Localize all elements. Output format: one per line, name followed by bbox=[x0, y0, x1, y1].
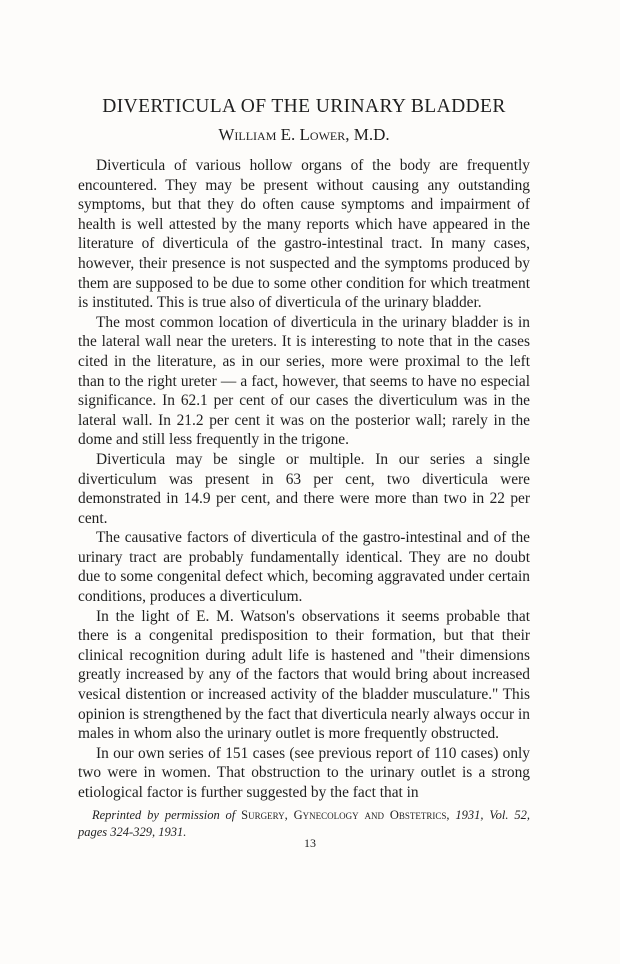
paragraph: Diverticula of various hollow organs of the body are frequently encountered. They may be present without causing any outstanding symptoms, but that they do often cause symptoms and impairment of health is well attested by the many reports which have appeared in the literature of diverticula of the gastro-intestinal tract. In many cases, however, their presence is not suspected and the symptoms produced by them are supposed to be due to some other condition for which treatment is instituted. This is true also of diverticula of the urinary bladder. bbox=[78, 157, 530, 312]
footnote-citation: Vol. 52, pages 324-329, 1931. bbox=[78, 807, 531, 839]
footnote-prefix: Reprinted by permission of bbox=[92, 807, 236, 822]
article-author: William E. Lower, M.D. bbox=[218, 125, 390, 144]
page-number: 13 bbox=[304, 836, 316, 850]
paragraph: In the light of E. M. Watson's observations it seems probable that there is a congenital predisposition to their formation, but that their clinical recognition during adult life is hastened and "their dimensions greatly increased by any of the factors that would bring about increased vesical distention or increased activity of the bladder musculature." This opinion is strengthened by the fact that diverticula nearly always occur in males in whom also the urinary outlet is more frequently obstructed. bbox=[78, 607, 530, 743]
paragraph: In our own series of 151 cases (see previous report of 110 cases) only two were in women. That obstruction to the urinary outlet is a strong etiological factor is further suggested by the fact that in bbox=[78, 744, 530, 801]
footnote-year: 1931, bbox=[455, 807, 484, 822]
article-title: DIVERTICULA OF THE URINARY BLADDER bbox=[102, 96, 506, 117]
article-body bbox=[78, 156, 530, 803]
paragraph: Diverticula may be single or multiple. In our series a single diverticulum was present in 63 per cent, two diverticula were demonstrated in 14.9 per cent, and there were more than two in 22 per cent. bbox=[78, 450, 530, 527]
paragraph: The causative factors of diverticula of the gastro-intestinal and of the urinary tract are probably fundamentally identical. They are no doubt due to some congenital defect which, becoming aggravated under certain conditions, produces a diverticulum. bbox=[78, 529, 530, 606]
paragraph: The most common location of diverticula in the urinary bladder is in the lateral wall near the ureters. It is interesting to note that in the cases cited in the literature, as in our series, more were proximal to the left than to the right ureter — a fact, however, that seems to have no especial significance. In 62.1 per cent of our cases the diverticulum was in the lateral wall. In 21.2 per cent it was on the posterior wall; rarely in the dome and still less frequently in the trigone. bbox=[78, 313, 530, 449]
footnote-source: Surgery, Gynecology and Obstetrics, bbox=[241, 807, 450, 822]
article-page bbox=[78, 94, 530, 841]
